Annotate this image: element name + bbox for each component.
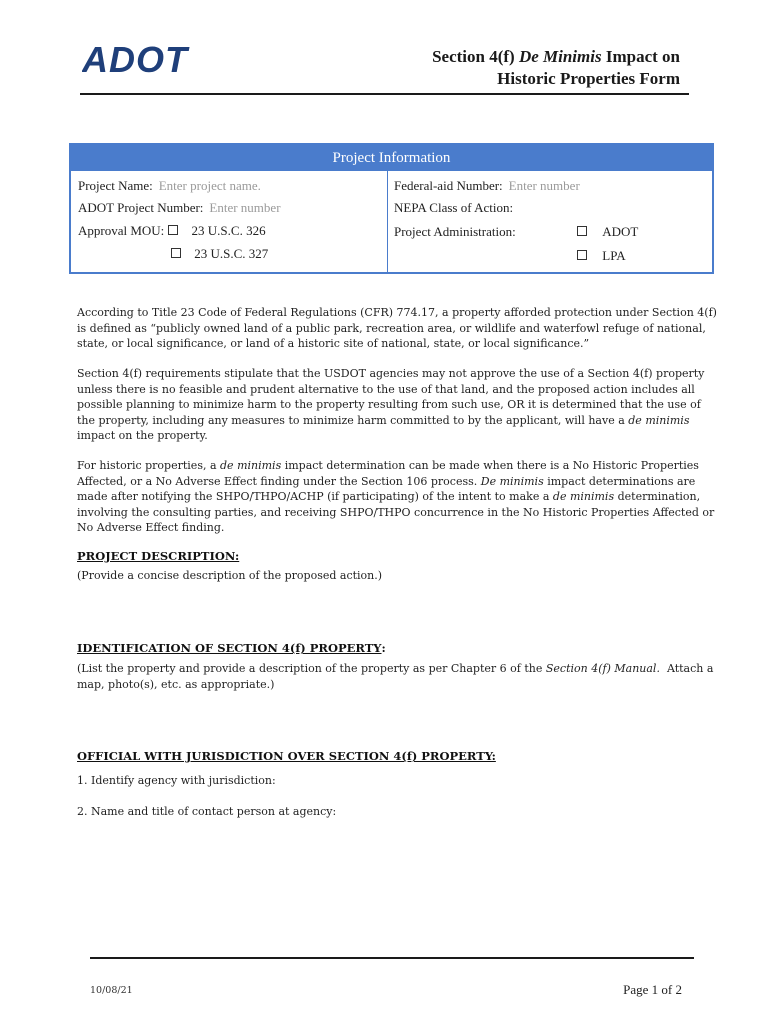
nepa-row: NEPA Class of Action: [394,200,514,215]
identification-instructions: (List the property and provide a description of the property as per Chapter 6 of the Section 4(f) Manual. Attach a map, photo(s), etc. as appropriate.) [77,662,714,691]
footer-rule [90,957,694,959]
admin-lpa-checkbox[interactable] [577,250,587,260]
official-jurisdiction-heading: OFFICIAL WITH JURISDICTION OVER SECTION 4(f) PROPERTY: [77,749,496,763]
header-rule [80,93,689,95]
project-name-field[interactable]: Enter project name. [158,178,261,193]
adot-logo-text: ADOT [82,40,188,80]
contact-person-item: 2. Name and title of contact person at agency: [77,805,337,818]
admin-adot-checkbox[interactable] [577,226,587,236]
admin-lpa-option: LPA [573,248,626,264]
project-administration-row: Project Administration: [394,224,516,239]
mou-327-checkbox[interactable] [171,248,181,258]
page-number: Page 1 of 2 [623,982,682,997]
federal-aid-field[interactable]: Enter number [508,178,580,193]
paragraph-definition: According to Title 23 Code of Federal Regulations (CFR) 774.17, a property afforded protection under Section 4(f) is defined as “publicly owned land of a public park, recreation area, or wildlife and waterfowl refuge of national, state, or local significance, or land of a historic site of national, state, or local significance.” [77,306,717,350]
paragraph-requirements: Section 4(f) requirements stipulate that the USDOT agencies may not approve the use of a Section 4(f) property unless there is no feasible and prudent alternative to the use of that land, and the proposed action includes all possible planning to minimize harm to the property resulting from such use, OR it is determined that the use of the property, including any measures to minimize harm committed to by the applicant, will have a de minimis impact on the property. [77,367,705,442]
paragraph-historic: For historic properties, a de minimis impact determination can be made when there is a No Historic Properties Affected, or a No Adverse Effect finding under the Section 106 process. De minimis impact determinations are made after notifying the SHPO/THPO/ACHP (if participating) of the intent to make a de minimis determination, involving the consulting parties, and receiving SHPO/THPO concurrence in the No Historic Properties Affected or No Adverse Effect finding. [77,459,715,534]
admin-adot-option: ADOT [573,224,638,240]
document-title: Section 4(f) De Minimis Impact on Historic Properties Form [432,47,680,88]
adot-project-field[interactable]: Enter number [209,200,281,215]
agency-jurisdiction-item: 1. Identify agency with jurisdiction: [77,774,276,787]
mou-326-checkbox[interactable] [168,225,178,235]
project-description-heading: PROJECT DESCRIPTION: [77,549,240,563]
adot-logo [82,40,222,80]
column-divider [387,171,388,272]
project-name-row: Project Name: Enter project name. [78,178,261,193]
project-information-heading: Project Information [71,145,712,171]
project-information-box [69,143,714,274]
mou-327-row: 23 U.S.C. 327 [167,246,268,262]
footer-date: 10/08/21 [90,985,133,996]
approval-mou-row: Approval MOU: 23 U.S.C. 326 [78,223,266,238]
federal-aid-row: Federal-aid Number: Enter number [394,178,580,193]
project-description-instructions: (Provide a concise description of the proposed action.) [77,569,383,582]
adot-project-row: ADOT Project Number: Enter number [78,200,281,215]
identification-heading: IDENTIFICATION OF SECTION 4(f) PROPERTY: [77,641,386,655]
